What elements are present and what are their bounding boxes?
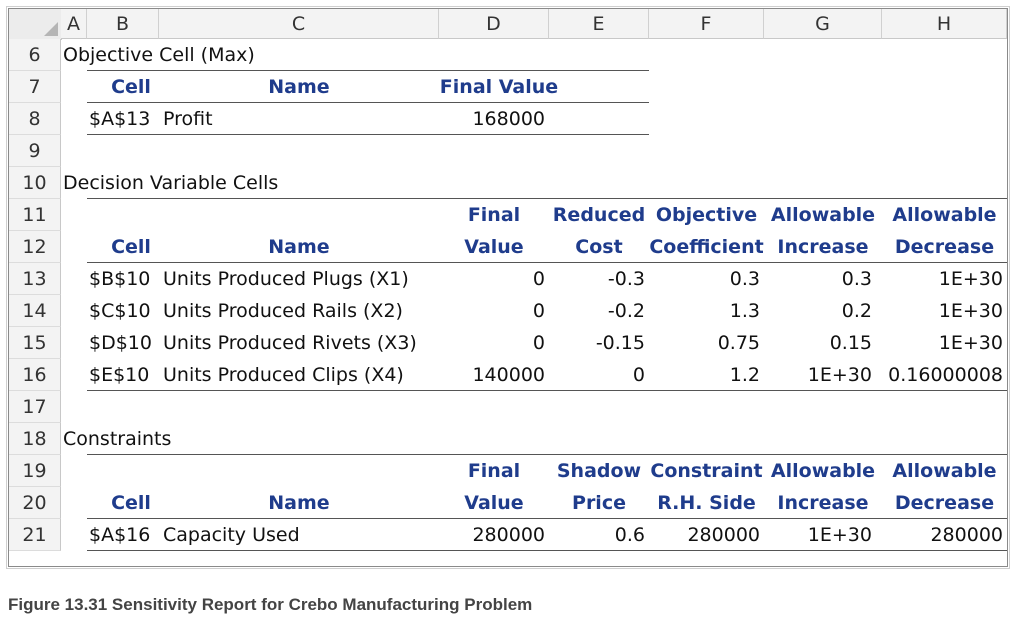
decision-row-final[interactable]: 140000 xyxy=(472,364,545,386)
constraints-row-shadow[interactable]: 0.6 xyxy=(614,524,645,546)
constraints-header-price[interactable]: Price xyxy=(572,492,626,514)
constraints-row-decrease[interactable]: 280000 xyxy=(930,524,1003,546)
decision-row-objective[interactable]: 0.3 xyxy=(729,268,760,290)
column-header-f[interactable]: F xyxy=(649,9,764,39)
decision-row-final[interactable]: 0 xyxy=(532,268,545,290)
constraints-section-title[interactable]: Constraints xyxy=(63,428,172,450)
constraints-rule-bottom xyxy=(87,550,1007,551)
decision-header-objective[interactable]: Objective xyxy=(655,204,758,226)
row-header-12[interactable]: 12 xyxy=(9,231,61,263)
objective-header-cell[interactable]: Cell xyxy=(111,76,151,98)
decision-row-final[interactable]: 0 xyxy=(532,332,545,354)
decision-row-reduced[interactable]: -0.15 xyxy=(595,332,645,354)
objective-row-final-value[interactable]: 168000 xyxy=(472,108,545,130)
column-header-c[interactable]: C xyxy=(159,9,439,39)
spreadsheet[interactable] xyxy=(8,8,1008,567)
decision-header-decrease[interactable]: Decrease xyxy=(894,236,995,258)
decision-header-name[interactable]: Name xyxy=(268,236,330,258)
constraints-header-final[interactable]: Final xyxy=(467,460,521,482)
decision-row-cell[interactable]: $B$10 xyxy=(89,268,151,290)
decision-header-reduced[interactable]: Reduced xyxy=(552,204,646,226)
decision-row-decrease[interactable]: 1E+30 xyxy=(938,300,1003,322)
decision-row-increase[interactable]: 0.15 xyxy=(829,332,872,354)
constraints-header-decrease[interactable]: Decrease xyxy=(894,492,995,514)
row-header-11[interactable]: 11 xyxy=(9,199,61,231)
decision-row-reduced[interactable]: -0.3 xyxy=(607,268,645,290)
column-header-h[interactable]: H xyxy=(882,9,1007,39)
figure-caption: Figure 13.31 Sensitivity Report for Crebo Manufacturing Problem xyxy=(8,595,533,614)
select-all-triangle-icon xyxy=(44,22,58,36)
column-header-a[interactable]: A xyxy=(61,9,87,39)
decision-header-cell[interactable]: Cell xyxy=(111,236,151,258)
row-header-17[interactable]: 17 xyxy=(9,391,61,423)
decision-row-increase[interactable]: 1E+30 xyxy=(807,364,872,386)
column-header-b[interactable]: B xyxy=(87,9,159,39)
decision-row-name[interactable]: Units Produced Rivets (X3) xyxy=(163,332,417,354)
objective-row-name[interactable]: Profit xyxy=(163,108,213,130)
row-header-9[interactable]: 9 xyxy=(9,135,61,167)
decision-header-cost[interactable]: Cost xyxy=(575,236,623,258)
column-header-d[interactable]: D xyxy=(439,9,549,39)
row-header-10[interactable]: 10 xyxy=(9,167,61,199)
column-header-g[interactable]: G xyxy=(764,9,882,39)
decision-row-cell[interactable]: $D$10 xyxy=(89,332,152,354)
decision-section-title[interactable]: Decision Variable Cells xyxy=(63,172,279,194)
decision-row-decrease[interactable]: 1E+30 xyxy=(938,268,1003,290)
decision-row-reduced[interactable]: -0.2 xyxy=(607,300,645,322)
objective-row-cell[interactable]: $A$13 xyxy=(89,108,151,130)
decision-row-decrease[interactable]: 1E+30 xyxy=(938,332,1003,354)
constraints-row-name[interactable]: Capacity Used xyxy=(163,524,300,546)
objective-header-name[interactable]: Name xyxy=(268,76,330,98)
row-header-21[interactable]: 21 xyxy=(9,519,61,551)
row-header-19[interactable]: 19 xyxy=(9,455,61,487)
decision-row-increase[interactable]: 0.3 xyxy=(841,268,872,290)
decision-row-objective[interactable]: 0.75 xyxy=(717,332,760,354)
constraints-row-final[interactable]: 280000 xyxy=(472,524,545,546)
decision-row-decrease[interactable]: 0.16000008 xyxy=(888,364,1003,386)
constraints-header-constraint[interactable]: Constraint xyxy=(650,460,763,482)
decision-row-cell[interactable]: $E$10 xyxy=(89,364,150,386)
row-header-13[interactable]: 13 xyxy=(9,263,61,295)
select-all-corner[interactable] xyxy=(9,9,62,40)
constraints-header-allowable-inc[interactable]: Allowable xyxy=(770,460,876,482)
row-header-16[interactable]: 16 xyxy=(9,359,61,391)
row-header-6[interactable]: 6 xyxy=(9,39,61,71)
decision-header-allowable-dec[interactable]: Allowable xyxy=(892,204,997,226)
constraints-row-increase[interactable]: 1E+30 xyxy=(807,524,872,546)
row-header-14[interactable]: 14 xyxy=(9,295,61,327)
objective-rule-bottom xyxy=(87,134,649,135)
constraints-header-shadow[interactable]: Shadow xyxy=(556,460,642,482)
decision-row-objective[interactable]: 1.3 xyxy=(729,300,760,322)
constraints-row-cell[interactable]: $A$16 xyxy=(89,524,151,546)
decision-row-final[interactable]: 0 xyxy=(532,300,545,322)
column-header-e[interactable]: E xyxy=(549,9,649,39)
decision-header-allowable-inc[interactable]: Allowable xyxy=(770,204,876,226)
objective-section-title[interactable]: Objective Cell (Max) xyxy=(63,44,255,66)
decision-rule-bottom xyxy=(87,390,1007,391)
objective-header-final-value[interactable]: Final Value xyxy=(439,76,559,98)
row-header-8[interactable]: 8 xyxy=(9,103,61,135)
row-header-18[interactable]: 18 xyxy=(9,423,61,455)
decision-row-cell[interactable]: $C$10 xyxy=(89,300,151,322)
constraints-row-rhs[interactable]: 280000 xyxy=(687,524,760,546)
decision-header-value[interactable]: Value xyxy=(464,236,524,258)
row-header-15[interactable]: 15 xyxy=(9,327,61,359)
row-header-7[interactable]: 7 xyxy=(9,71,61,103)
decision-header-final[interactable]: Final xyxy=(467,204,521,226)
decision-row-increase[interactable]: 0.2 xyxy=(841,300,872,322)
decision-row-name[interactable]: Units Produced Rails (X2) xyxy=(163,300,403,322)
decision-row-reduced[interactable]: 0 xyxy=(632,364,645,386)
constraints-header-rhs[interactable]: R.H. Side xyxy=(657,492,756,514)
row-header-20[interactable]: 20 xyxy=(9,487,61,519)
constraints-header-allowable-dec[interactable]: Allowable xyxy=(892,460,997,482)
decision-row-name[interactable]: Units Produced Plugs (X1) xyxy=(163,268,409,290)
constraints-header-value[interactable]: Value xyxy=(464,492,524,514)
decision-row-objective[interactable]: 1.2 xyxy=(729,364,760,386)
decision-row-name[interactable]: Units Produced Clips (X4) xyxy=(163,364,404,386)
decision-header-increase[interactable]: Increase xyxy=(777,236,869,258)
constraints-header-name[interactable]: Name xyxy=(268,492,330,514)
constraints-header-cell[interactable]: Cell xyxy=(111,492,151,514)
constraints-header-increase[interactable]: Increase xyxy=(777,492,869,514)
decision-header-coefficient[interactable]: Coefficient xyxy=(649,236,764,258)
